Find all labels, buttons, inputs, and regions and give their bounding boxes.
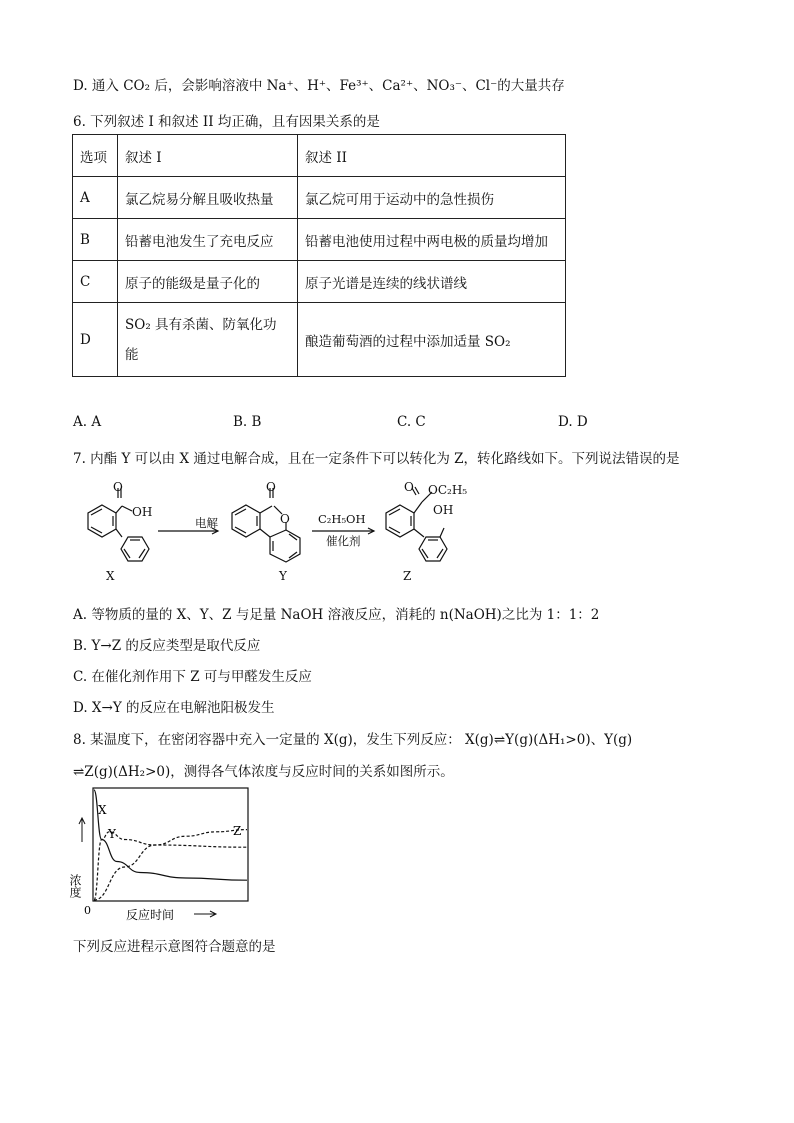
q6-choice-b: B. B bbox=[233, 414, 262, 430]
table-row bbox=[73, 177, 566, 219]
table-row bbox=[73, 261, 566, 303]
q7-option-d: D. X→Y 的反应在电解池阳极发生 bbox=[73, 700, 275, 716]
row-statement-1: 铅蓄电池发生了充电反应 bbox=[118, 219, 298, 261]
row-statement-2: 氯乙烷可用于运动中的急性损伤 bbox=[298, 177, 566, 219]
x-carbonyl-o: O bbox=[113, 480, 123, 494]
row-statement-2: 铅蓄电池使用过程中两电极的质量均增加 bbox=[298, 219, 566, 261]
q7-option-a: A. 等物质的量的 X、Y、Z 与足量 NaOH 溶液反应，消耗的 n(NaOH)之比为 1：1：2 bbox=[73, 607, 600, 623]
q8-stem-line-2: ⇌Z(g)(ΔH₂>0)，测得各气体浓度与反应时间的关系如图所示。 bbox=[73, 764, 454, 780]
curve-label-z: Z bbox=[233, 824, 242, 838]
table-row bbox=[73, 219, 566, 261]
q8-after-text: 下列反应进程示意图符合题意的是 bbox=[73, 939, 276, 955]
table-row bbox=[73, 303, 566, 377]
label-y: Y bbox=[279, 569, 287, 583]
arrow-2-top-label: C₂H₅OH bbox=[318, 512, 366, 526]
arrow-2-bottom-label: 催化剂 bbox=[326, 534, 361, 548]
z-hydroxyl: OH bbox=[433, 503, 454, 517]
q7-option-b: B. Y→Z 的反应类型是取代反应 bbox=[73, 638, 261, 654]
row-option: D bbox=[73, 303, 118, 377]
row-statement-2: 酿造葡萄酒的过程中添加适量 SO₂ bbox=[298, 303, 566, 377]
row-statement-1: 氯乙烷易分解且吸收热量 bbox=[118, 177, 298, 219]
header-statement-1: 叙述 I bbox=[118, 135, 298, 177]
y-carbonyl-o: O bbox=[266, 480, 276, 494]
q6-stem: 6. 下列叙述 I 和叙述 II 均正确，且有因果关系的是 bbox=[73, 114, 380, 130]
graph-ylabel: 浓度 bbox=[68, 874, 82, 898]
header-statement-2: 叙述 II bbox=[298, 135, 566, 177]
curve-label-y: Y bbox=[108, 827, 116, 841]
x-hydroxyl: OH bbox=[132, 505, 153, 519]
q6-choice-c: C. C bbox=[397, 414, 426, 430]
z-carbonyl-o: O bbox=[404, 480, 414, 494]
row-statement-1: SO₂ 具有杀菌、防氧化功能 bbox=[118, 303, 298, 377]
row-option: A bbox=[73, 177, 118, 219]
z-ring-1 bbox=[386, 505, 414, 537]
table-header-row bbox=[73, 135, 566, 177]
q6-choice-a: A. A bbox=[73, 414, 102, 430]
arrow-1-label: 电解 bbox=[195, 516, 218, 530]
y-ring-o: O bbox=[280, 512, 290, 526]
label-x: X bbox=[106, 569, 115, 583]
graph-xlabel: 反应时间 bbox=[126, 908, 175, 922]
q7-stem: 7. 内酯 Y 可以由 X 通过电解合成，且在一定条件下可以转化为 Z，转化路线如下。下列说法错误的是 bbox=[73, 451, 680, 467]
q6-table bbox=[72, 134, 566, 377]
curve-z bbox=[94, 830, 247, 900]
q6-choice-d: D. D bbox=[558, 414, 588, 430]
curve-label-x: X bbox=[98, 803, 107, 817]
label-z: Z bbox=[403, 569, 412, 583]
q5-option-d: D. 通入 CO₂ 后，会影响溶液中 Na⁺、H⁺、Fe³⁺、Ca²⁺、NO₃⁻、Cl⁻的大量共存 bbox=[73, 78, 565, 94]
x-ring-1 bbox=[88, 505, 116, 537]
row-option: B bbox=[73, 219, 118, 261]
row-statement-2: 原子光谱是连续的线状谱线 bbox=[298, 261, 566, 303]
q7-option-c: C. 在催化剂作用下 Z 可与甲醛发生反应 bbox=[73, 669, 312, 685]
q7-reaction-scheme bbox=[60, 478, 490, 588]
z-ethoxy: OC₂H₅ bbox=[428, 483, 468, 497]
header-option: 选项 bbox=[73, 135, 118, 177]
row-option: C bbox=[73, 261, 118, 303]
row-statement-1: 原子的能级是量子化的 bbox=[118, 261, 298, 303]
curve-y bbox=[94, 832, 247, 900]
graph-origin: 0 bbox=[84, 904, 91, 917]
q8-concentration-graph bbox=[70, 782, 260, 927]
y-ring-2 bbox=[270, 530, 300, 562]
q8-stem-line-1: 8. 某温度下，在密闭容器中充入一定量的 X(g)，发生下列反应： X(g)⇌Y(g)(ΔH₁>0)、Y(g) bbox=[73, 732, 633, 748]
y-ring-1 bbox=[232, 505, 260, 537]
